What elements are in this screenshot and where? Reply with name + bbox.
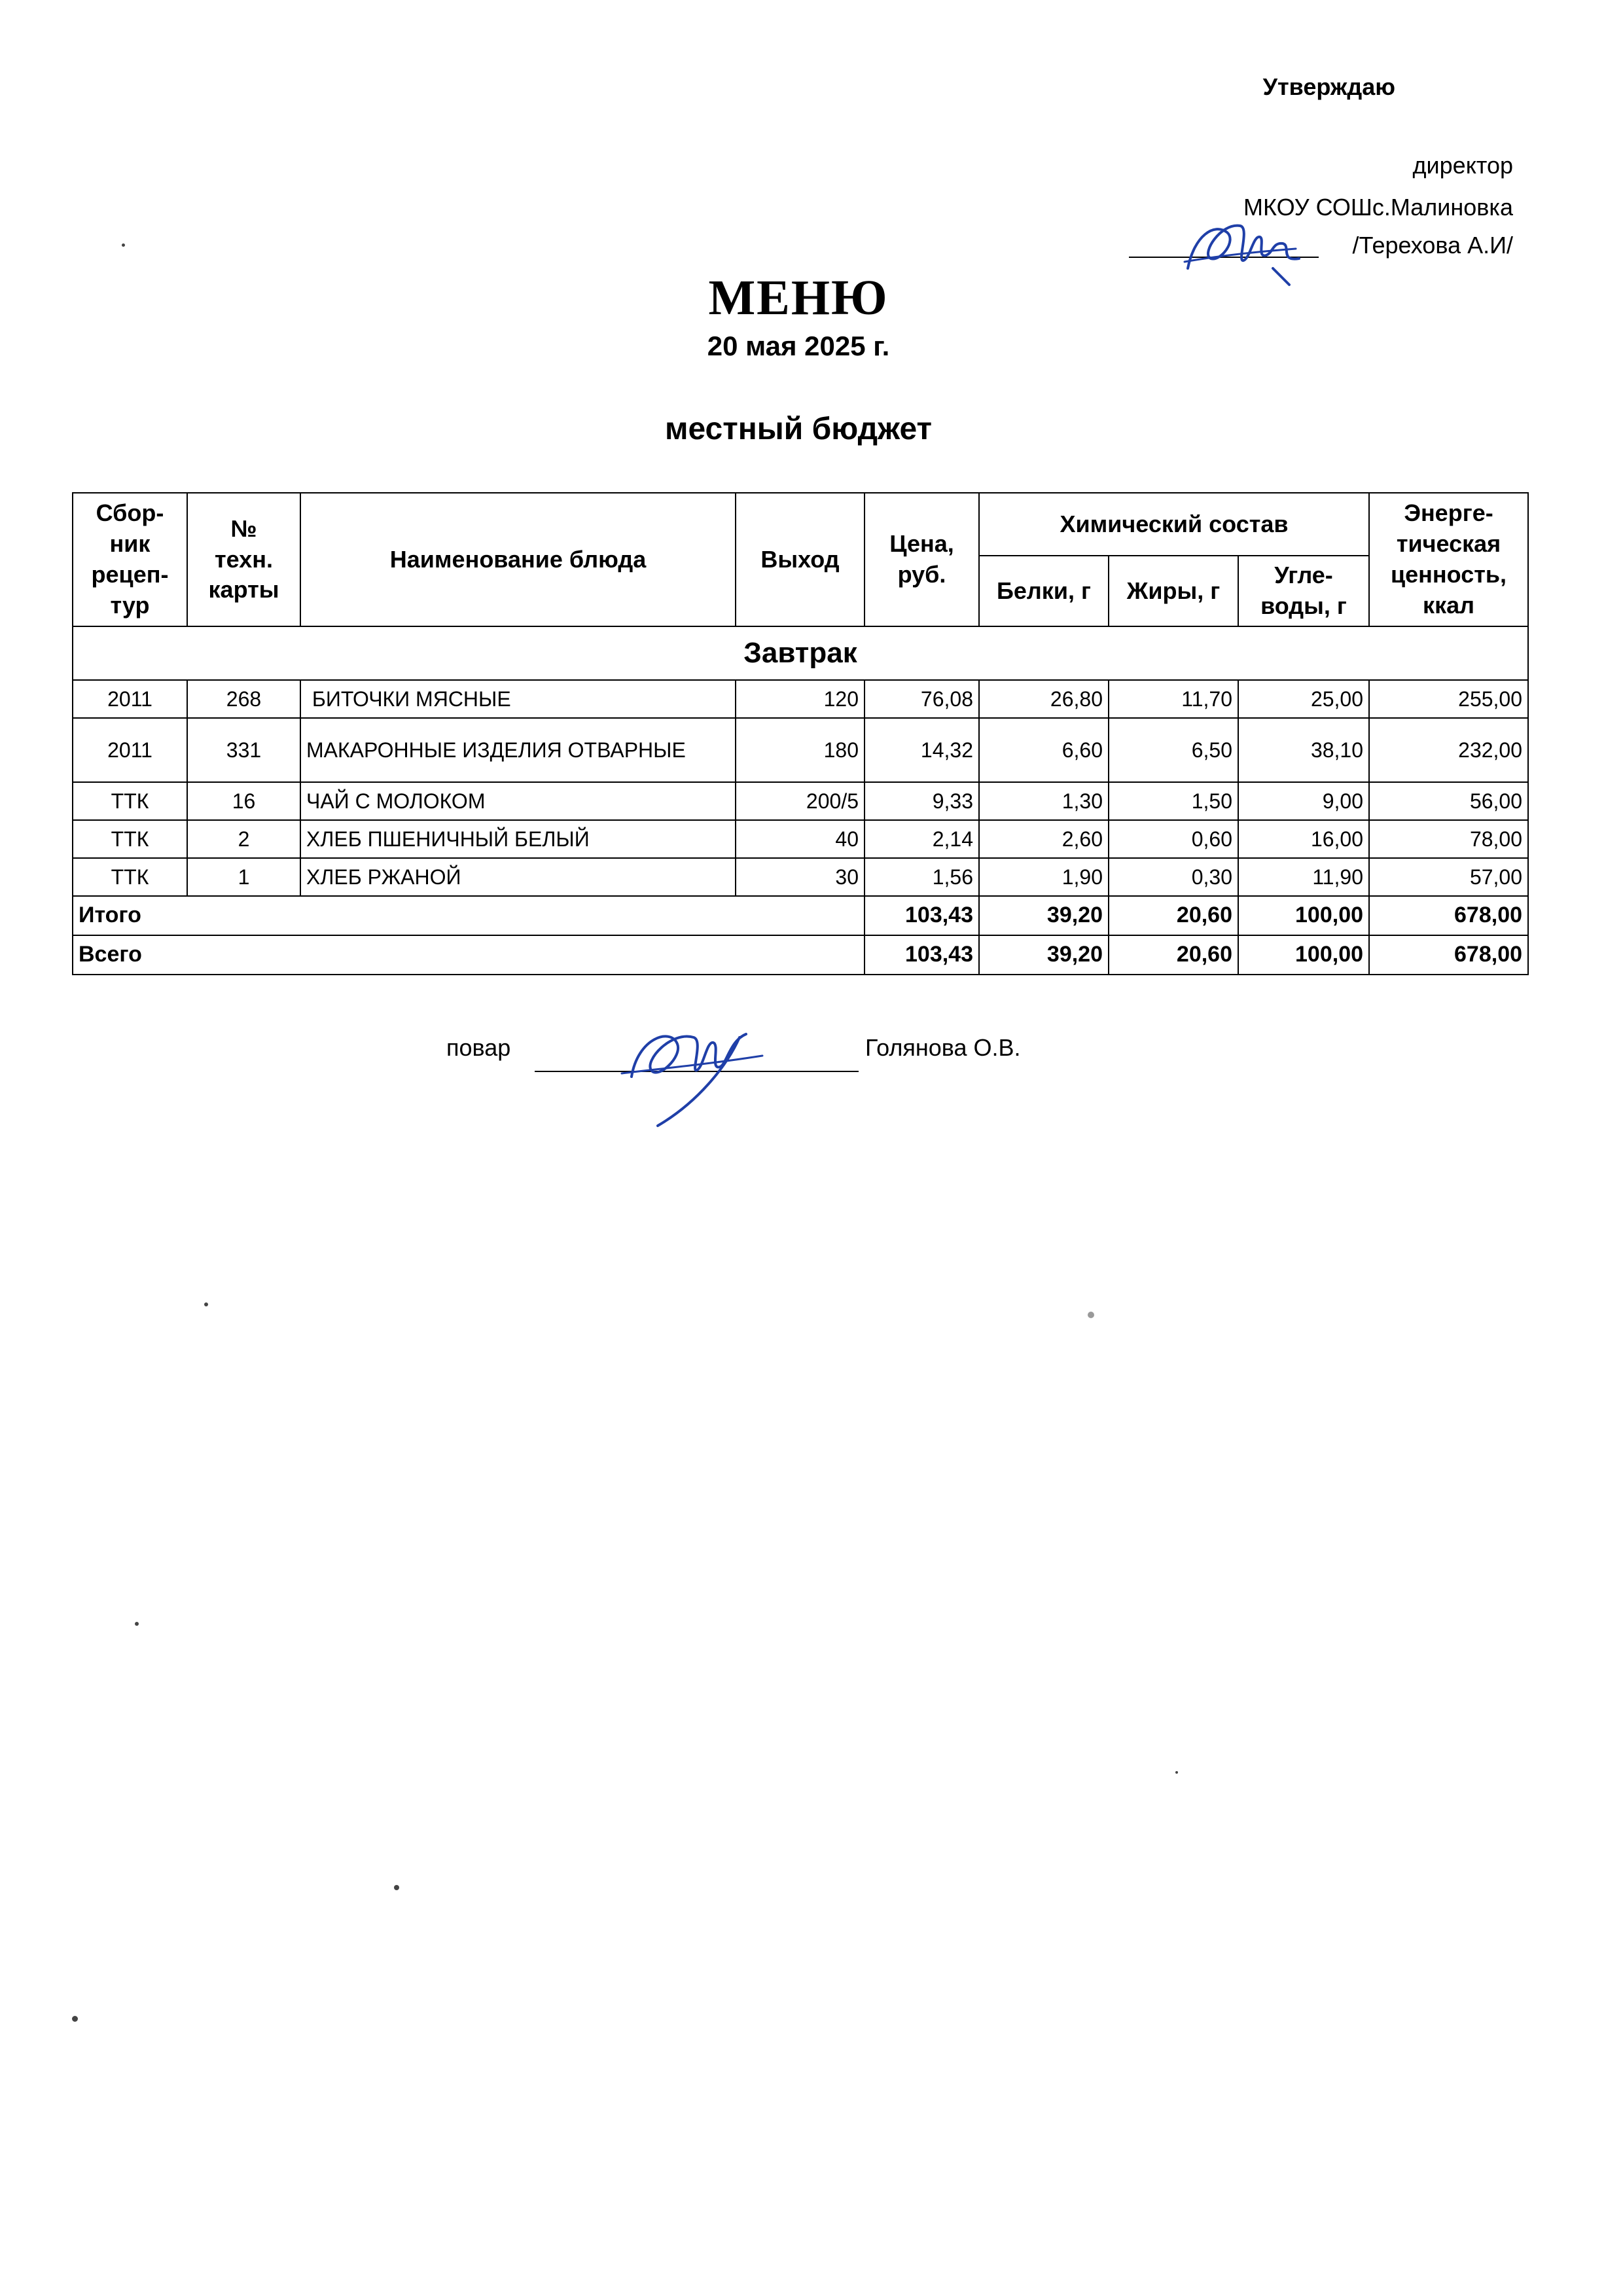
subtotal-row (73, 896, 1528, 935)
col-fat: Жиры, г (1109, 556, 1238, 626)
subtotal-protein: 39,20 (979, 896, 1109, 935)
subtotal-price: 103,43 (865, 896, 979, 935)
subtotal-label: Итого (73, 896, 865, 935)
table-row (73, 718, 1528, 782)
cell-protein: 1,30 (979, 782, 1109, 820)
cook-signature (605, 1005, 776, 1136)
cell-carbs: 11,90 (1238, 858, 1369, 896)
cell-card: 1 (187, 858, 300, 896)
cell-energy: 56,00 (1369, 782, 1528, 820)
subtotal-energy: 678,00 (1369, 896, 1528, 935)
col-dish-name: Наименование блюда (300, 493, 736, 626)
total-fat: 20,60 (1109, 935, 1238, 975)
table-row (73, 820, 1528, 858)
col-carbs: Угле- воды, г (1238, 556, 1369, 626)
cell-protein: 26,80 (979, 680, 1109, 718)
scan-speck (1088, 1312, 1094, 1318)
total-protein: 39,20 (979, 935, 1109, 975)
cell-protein: 2,60 (979, 820, 1109, 858)
scan-speck (135, 1622, 139, 1626)
scan-speck (122, 243, 125, 247)
cell-output: 120 (736, 680, 865, 718)
cell-card: 2 (187, 820, 300, 858)
cell-dish: БИТОЧКИ МЯСНЫЕ (300, 680, 736, 718)
cell-price: 76,08 (865, 680, 979, 718)
cell-carbs: 16,00 (1238, 820, 1369, 858)
cell-fat: 11,70 (1109, 680, 1238, 718)
subtotal-fat: 20,60 (1109, 896, 1238, 935)
approve-label: Утверждаю (1262, 73, 1395, 100)
cell-price: 9,33 (865, 782, 979, 820)
cell-energy: 78,00 (1369, 820, 1528, 858)
cell-dish: ХЛЕБ РЖАНОЙ (300, 858, 736, 896)
col-chem-group: Химический состав (979, 493, 1369, 556)
cell-collection: ТТК (73, 858, 187, 896)
cell-card: 331 (187, 718, 300, 782)
cell-energy: 232,00 (1369, 718, 1528, 782)
cell-output: 180 (736, 718, 865, 782)
scan-speck (394, 1885, 399, 1890)
cell-fat: 0,30 (1109, 858, 1238, 896)
cell-card: 268 (187, 680, 300, 718)
cell-dish: ЧАЙ С МОЛОКОМ (300, 782, 736, 820)
col-price: Цена, руб. (865, 493, 979, 626)
cook-role: повар (446, 1034, 511, 1061)
section-breakfast: Завтрак (73, 626, 1528, 680)
cell-collection: ТТК (73, 782, 187, 820)
table-row (73, 858, 1528, 896)
cell-dish: МАКАРОННЫЕ ИЗДЕЛИЯ ОТВАРНЫЕ (300, 718, 736, 782)
col-tech-card: № техн. карты (187, 493, 300, 626)
menu-table (72, 492, 1529, 975)
scan-speck (72, 2016, 78, 2022)
cell-carbs: 9,00 (1238, 782, 1369, 820)
col-protein: Белки, г (979, 556, 1109, 626)
cell-dish: ХЛЕБ ПШЕНИЧНЫЙ БЕЛЫЙ (300, 820, 736, 858)
director-position: директор (1412, 152, 1513, 179)
cell-protein: 6,60 (979, 718, 1109, 782)
cell-energy: 57,00 (1369, 858, 1528, 896)
cell-fat: 1,50 (1109, 782, 1238, 820)
cell-fat: 0,60 (1109, 820, 1238, 858)
cell-price: 14,32 (865, 718, 979, 782)
cell-collection: 2011 (73, 680, 187, 718)
cell-carbs: 25,00 (1238, 680, 1369, 718)
col-energy: Энерге- тическая ценность, ккал (1369, 493, 1528, 626)
scan-speck (204, 1302, 208, 1306)
total-label: Всего (73, 935, 865, 975)
cell-collection: 2011 (73, 718, 187, 782)
total-price: 103,43 (865, 935, 979, 975)
cell-output: 30 (736, 858, 865, 896)
cell-price: 1,56 (865, 858, 979, 896)
budget-label: местный бюджет (664, 412, 933, 446)
table-row (73, 782, 1528, 820)
cell-output: 200/5 (736, 782, 865, 820)
director-name: /Терехова А.И/ (1352, 232, 1513, 259)
total-carbs: 100,00 (1238, 935, 1369, 975)
cell-collection: ТТК (73, 820, 187, 858)
menu-date: 20 мая 2025 г. (707, 331, 890, 361)
col-output: Выход (736, 493, 865, 626)
cell-carbs: 38,10 (1238, 718, 1369, 782)
cell-energy: 255,00 (1369, 680, 1528, 718)
total-row (73, 935, 1528, 975)
cell-fat: 6,50 (1109, 718, 1238, 782)
cook-name: Голянова О.В. (865, 1034, 1021, 1061)
school-name: МКОУ СОШс.Малиновка (1243, 194, 1513, 221)
col-collection: Сбор- ник рецеп- тур (73, 493, 187, 626)
cell-price: 2,14 (865, 820, 979, 858)
subtotal-carbs: 100,00 (1238, 896, 1369, 935)
cell-protein: 1,90 (979, 858, 1109, 896)
scan-speck (1175, 1771, 1178, 1774)
cell-output: 40 (736, 820, 865, 858)
cell-card: 16 (187, 782, 300, 820)
total-energy: 678,00 (1369, 935, 1528, 975)
document-title: МЕНЮ (708, 270, 889, 325)
table-row (73, 680, 1528, 718)
